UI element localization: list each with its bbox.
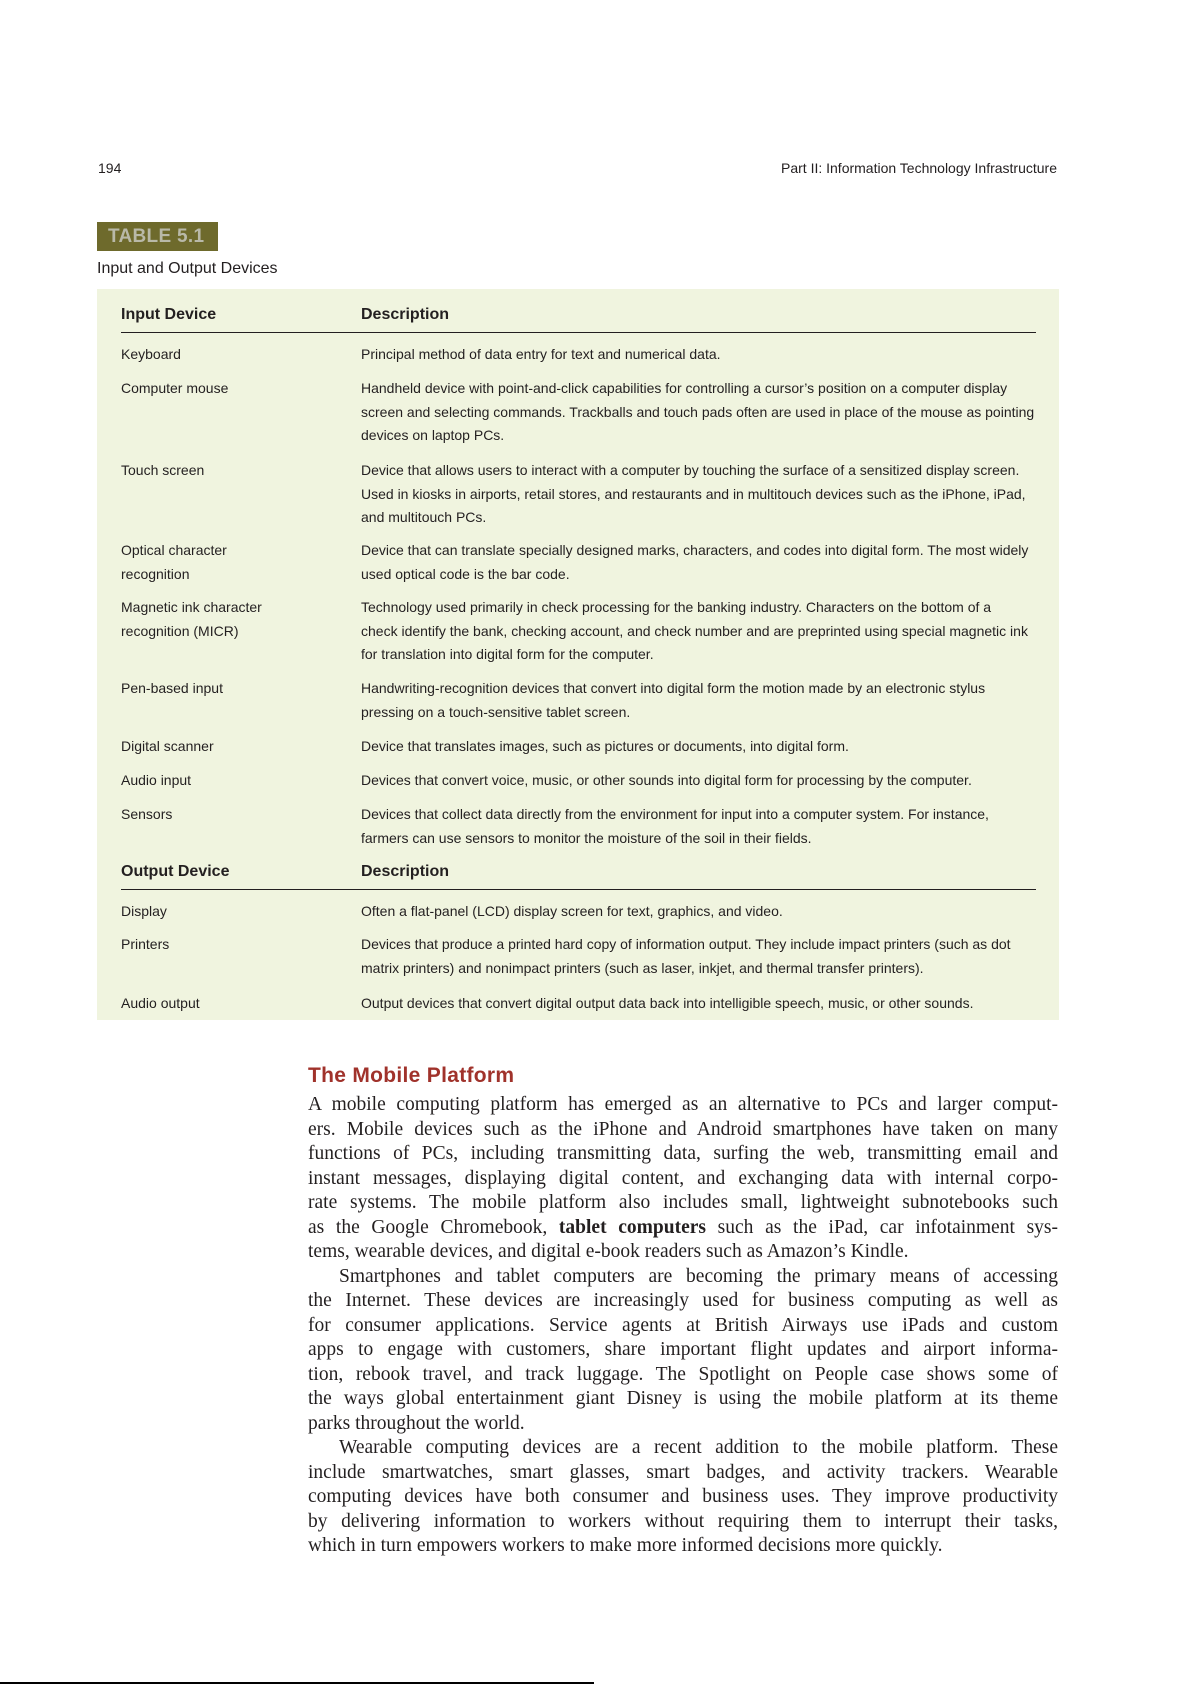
text-line (308, 1167, 1058, 1192)
device-name (121, 596, 341, 643)
device-name (121, 343, 341, 367)
text-segment: include smartwatches, smart glasses, smart badges, and activity trackers. Wearable (308, 1461, 1058, 1483)
description-line: Technology used primarily in check processing for the banking industry. Characters on the bottom of a (361, 599, 992, 615)
device-name-line: Digital scanner (121, 738, 214, 754)
device-description (361, 539, 1051, 586)
device-description (361, 596, 1051, 667)
output-description-header: Description (361, 863, 450, 880)
device-description (361, 677, 1051, 724)
section-heading: The Mobile Platform (308, 1064, 515, 1087)
text-segment: computing devices have both consumer and business uses. They improve productivity (308, 1486, 1058, 1507)
device-name-line: Optical character (121, 542, 227, 558)
text-segment: the ways global entertainment giant Disney is using the mobile platform at its theme (308, 1388, 1058, 1409)
description-line: Principal method of data entry for text and numerical data. (361, 346, 721, 362)
text-line (308, 1461, 1058, 1486)
text-line (308, 1485, 1058, 1510)
text-line (308, 1436, 1058, 1461)
text-segment: rate systems. The mobile platform also includes small, lightweight subnotebooks such (308, 1192, 1058, 1213)
text-segment: such as the iPad, car infotainment sys- (705, 1216, 1058, 1238)
device-description (361, 933, 1051, 980)
text-line (308, 1387, 1058, 1412)
text-line (308, 1118, 1058, 1143)
text-segment: Smartphones and tablet computers are becoming the primary means of accessing (339, 1265, 1058, 1287)
device-name (121, 900, 341, 924)
output-device-header: Output Device (121, 863, 230, 880)
text-segment: as the Google Chromebook, (308, 1216, 559, 1238)
device-description (361, 900, 1051, 924)
text-segment: by delivering information to workers without requiring them to interrupt their tasks, (308, 1510, 1058, 1532)
text-segment: functions of PCs, including transmitting data, surfing the web, transmitting email and (308, 1143, 1058, 1164)
paragraph (308, 1436, 1058, 1559)
page-number: 194 (98, 160, 122, 176)
text-line (308, 1314, 1058, 1339)
description-line: pressing on a touch-sensitive tablet screen. (361, 703, 631, 720)
device-name (121, 459, 341, 483)
description-line: devices on laptop PCs. (361, 427, 505, 443)
text-segment: tems, wearable devices, and digital e-book readers such as Amazon’s Kindle. (308, 1241, 909, 1262)
text-segment: Wearable computing devices are a recent addition to the mobile platform. These (339, 1437, 1058, 1458)
description-line: Handheld device with point-and-click capabilities for controlling a cursor’s position on a computer display (361, 380, 1008, 396)
description-line: Device that translates images, such as pictures or documents, into digital form. (361, 738, 849, 754)
device-description (361, 803, 1051, 850)
text-line (308, 1240, 1058, 1265)
device-name (121, 539, 341, 586)
description-line: Often a flat-panel (LCD) display screen for text, graphics, and video. (361, 903, 783, 919)
text-segment: which in turn empowers workers to make more informed decisions more quickly. (308, 1535, 943, 1556)
text-line (308, 1216, 1058, 1241)
description-line: check identify the bank, checking account, and check number and are preprinted using special magnetic ink (361, 622, 1028, 639)
description-line: Devices that collect data directly from the environment for input into a computer system. For instance, (361, 806, 989, 822)
text-segment: for consumer applications. Service agents at British Airways use iPads and custom (308, 1314, 1058, 1336)
device-description (361, 769, 1051, 793)
text-line (308, 1412, 1058, 1437)
header-rule (121, 332, 1036, 333)
text-segment: the Internet. These devices are increasingly used for business computing as well as (308, 1290, 1058, 1311)
text-line (308, 1093, 1058, 1118)
device-name (121, 769, 341, 793)
device-name-line: Display (121, 903, 167, 919)
description-line: Devices that convert voice, music, or other sounds into digital form for processing by the computer. (361, 772, 972, 788)
input-device-header: Input Device (121, 306, 217, 323)
device-description (361, 343, 1051, 367)
text-segment: ers. Mobile devices such as the iPhone and Android smartphones have taken on many (308, 1118, 1058, 1140)
description-line: farmers can use sensors to monitor the moisture of the soil in their fields. (361, 829, 812, 846)
paragraph (308, 1265, 1058, 1437)
device-name-line: recognition (MICR) (121, 622, 239, 639)
footer-rule (0, 1682, 594, 1684)
device-name (121, 933, 341, 957)
device-description (361, 735, 1051, 759)
device-name-line: Magnetic ink character (121, 599, 262, 615)
device-name-line: Pen-based input (121, 680, 223, 696)
paragraph (308, 1093, 1058, 1265)
text-line (308, 1289, 1058, 1314)
description-line: matrix printers) and nonimpact printers (such as laser, inkjet, and thermal transfer printers). (361, 959, 924, 976)
text-line (308, 1265, 1058, 1290)
device-name-line: Printers (121, 936, 170, 952)
device-name-line: Audio input (121, 772, 192, 788)
description-line: used optical code is the bar code. (361, 565, 570, 582)
description-line: Used in kiosks in airports, retail stores, and restaurants and in multitouch devices such as the iPhone, iPad, (361, 485, 1026, 502)
text-segment: tion, rebook travel, and track luggage. The Spotlight on People case shows some of (308, 1363, 1058, 1385)
description-line: Handwriting-recognition devices that convert into digital form the motion made by an electronic stylus (361, 680, 986, 696)
device-name-line: Sensors (121, 806, 173, 822)
device-name-line: Audio output (121, 995, 200, 1011)
text-line (308, 1338, 1058, 1363)
description-line: and multitouch PCs. (361, 509, 487, 525)
description-line: Device that allows users to interact with a computer by touching the surface of a sensitized display screen. (361, 462, 1020, 478)
text-line (308, 1191, 1058, 1216)
body-text (308, 1093, 1058, 1559)
table-label: TABLE 5.1 (97, 222, 218, 251)
text-line (308, 1363, 1058, 1388)
device-name-line: Computer mouse (121, 380, 229, 396)
text-line (308, 1534, 1058, 1559)
text-line (308, 1142, 1058, 1167)
device-description (361, 459, 1051, 530)
text-segment: instant messages, displaying digital content, and exchanging data with internal corpo- (308, 1167, 1058, 1189)
key-term: tablet computers (558, 1216, 706, 1238)
text-segment: apps to engage with customers, share important flight updates and airport informa- (308, 1339, 1058, 1360)
description-line: Device that can translate specially designed marks, characters, and codes into digital form. The most widely (361, 542, 1029, 558)
device-name (121, 803, 341, 827)
description-line: screen and selecting commands. Trackballs and touch pads often are used in place of the mouse as pointing (361, 403, 1035, 420)
device-name (121, 377, 341, 401)
device-name (121, 992, 341, 1016)
text-line (308, 1510, 1058, 1535)
device-name-line: Touch screen (121, 462, 205, 478)
description-line: Devices that produce a printed hard copy of information output. They include impact printers (such as dot (361, 936, 1011, 952)
table-caption: Input and Output Devices (97, 260, 278, 277)
text-segment: A mobile computing platform has emerged as an alternative to PCs and larger comput- (308, 1094, 1058, 1115)
description-line: Output devices that convert digital output data back into intelligible speech, music, or other sounds. (361, 995, 974, 1011)
device-description (361, 992, 1051, 1016)
running-head: Part II: Information Technology Infrastructure (781, 160, 1057, 176)
device-name-line: Keyboard (121, 346, 181, 362)
device-name-line: recognition (121, 565, 190, 582)
input-description-header: Description (361, 306, 450, 323)
device-name (121, 735, 341, 759)
description-line: for translation into digital form for the computer. (361, 646, 654, 662)
device-name (121, 677, 341, 701)
device-description (361, 377, 1051, 448)
header-rule (121, 889, 1036, 890)
text-segment: parks throughout the world. (308, 1412, 525, 1434)
